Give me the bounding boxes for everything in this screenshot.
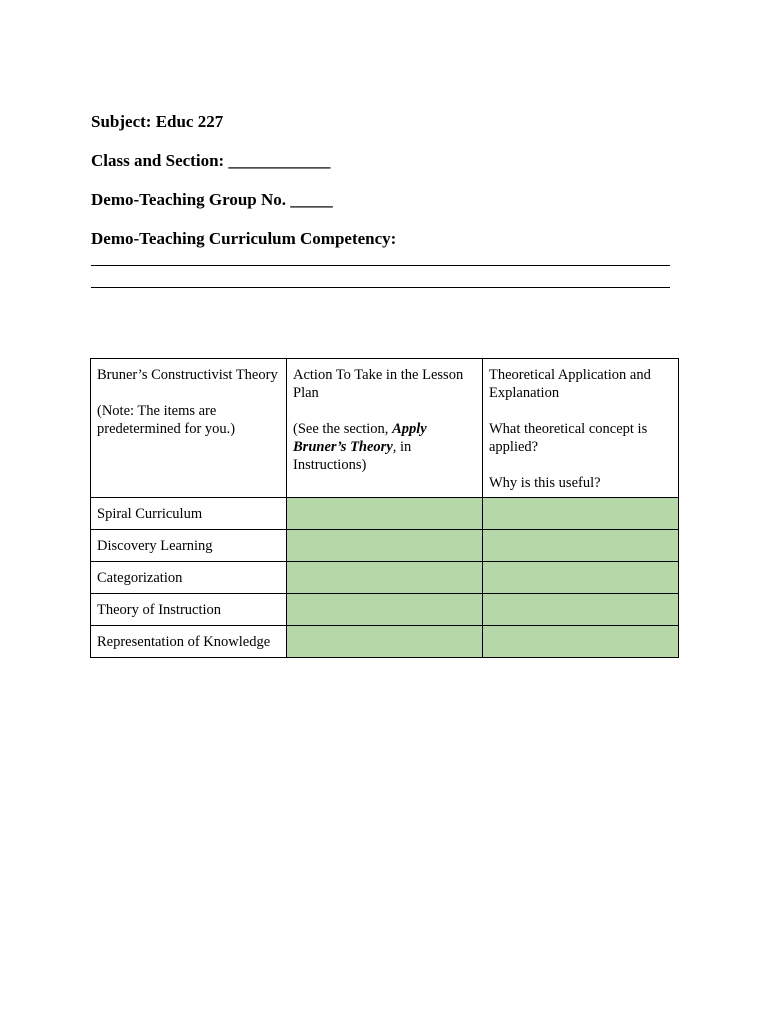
row-label-theory-of-instruction: Theory of Instruction <box>91 594 287 626</box>
table-row <box>91 626 679 658</box>
application-column-title: Theoretical Application and Explanation <box>489 367 651 401</box>
action-input-cell[interactable] <box>287 594 483 626</box>
row-label-representation-of-knowledge: Representation of Knowledge <box>91 626 287 658</box>
class-section-field: Class and Section: ____________ <box>91 151 331 170</box>
application-input-cell[interactable] <box>483 498 679 530</box>
action-input-cell[interactable] <box>287 498 483 530</box>
competency-label: Demo-Teaching Curriculum Competency: <box>91 229 397 248</box>
header-cell-application <box>483 359 679 498</box>
application-question-concept: What theoretical concept is applied? <box>489 421 648 455</box>
action-input-cell[interactable] <box>287 626 483 658</box>
application-input-cell[interactable] <box>483 626 679 658</box>
table-row <box>91 498 679 530</box>
row-label-categorization: Categorization <box>91 562 287 594</box>
table-row <box>91 562 679 594</box>
action-note-suffix: , in Instructions) <box>293 439 412 473</box>
application-input-cell[interactable] <box>483 562 679 594</box>
header-cell-action <box>287 359 483 498</box>
action-input-cell[interactable] <box>287 530 483 562</box>
table-header-row <box>91 359 679 498</box>
subject-label: Subject: Educ 227 <box>91 112 224 131</box>
competency-blank-line-1 <box>91 265 670 266</box>
group-number-field: Demo-Teaching Group No. _____ <box>91 190 333 209</box>
action-column-note <box>293 420 477 474</box>
row-label-discovery-learning: Discovery Learning <box>91 530 287 562</box>
application-input-cell[interactable] <box>483 594 679 626</box>
table-row <box>91 594 679 626</box>
header-cell-theory <box>91 359 287 498</box>
application-question-useful: Why is this useful? <box>489 475 601 491</box>
action-input-cell[interactable] <box>287 562 483 594</box>
competency-blank-line-2 <box>91 287 670 288</box>
row-label-spiral-curriculum: Spiral Curriculum <box>91 498 287 530</box>
action-note-prefix: (See the section, <box>293 421 393 437</box>
action-column-title: Action To Take in the Lesson Plan <box>293 367 464 401</box>
theory-column-title: Bruner’s Constructivist Theory <box>97 367 278 383</box>
action-note-emphasis: Apply Bruner’s Theory <box>293 421 427 455</box>
bruner-theory-table <box>90 358 679 658</box>
theory-column-note: (Note: The items are predetermined for you.) <box>97 403 236 437</box>
application-input-cell[interactable] <box>483 530 679 562</box>
table-row <box>91 530 679 562</box>
